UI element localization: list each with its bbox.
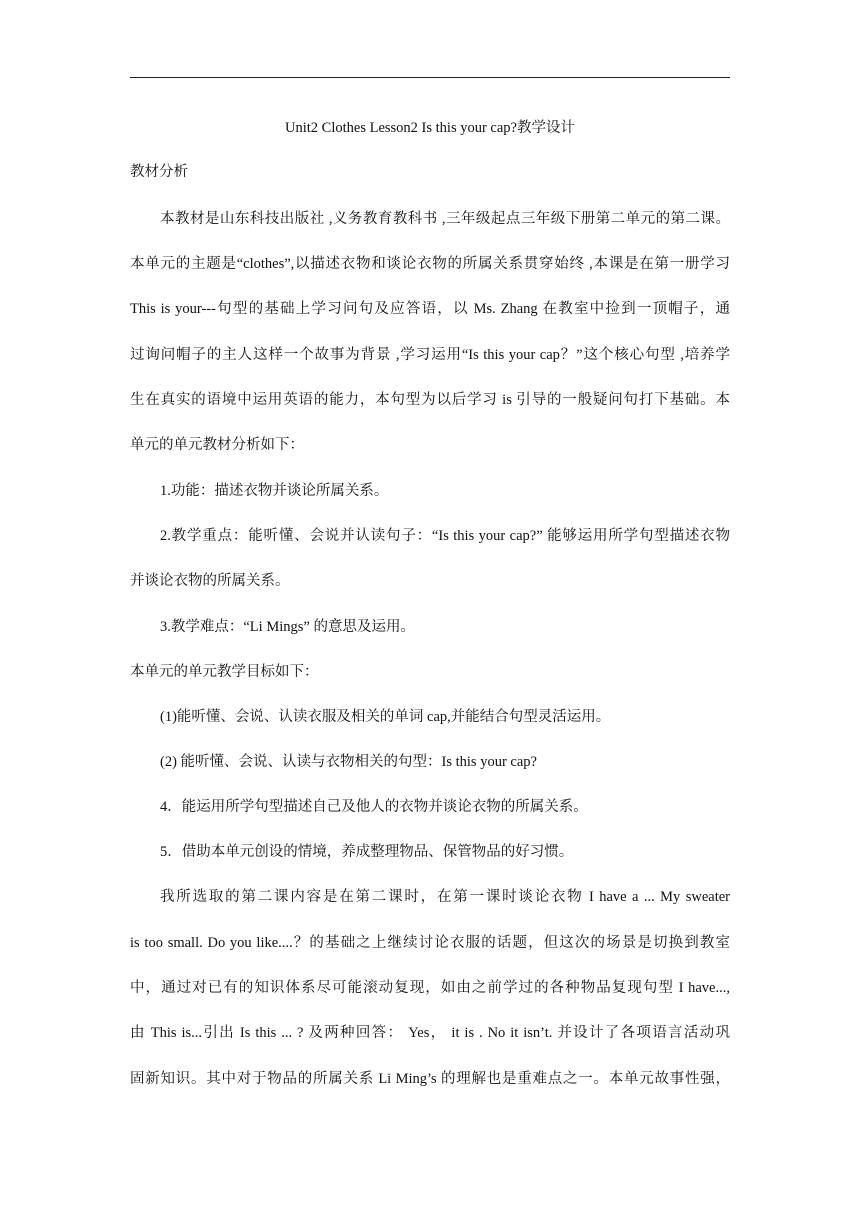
list-item: 2.教学重点：能听懂、会说并认读句子：“Is this your cap?” 能够运用所学句型描述衣物: [160, 528, 730, 544]
section-heading: 本单元的单元教学目标如下：: [130, 664, 319, 680]
paragraph-line: 本教材是山东科技出版社 ,义务教育教科书 ,三年级起点三年级下册第二单元的第二课。: [160, 211, 730, 227]
header-rule: [130, 77, 730, 78]
paragraph-line: 本单元的主题是“clothes”,以描述衣物和谈论衣物的所属关系贯穿始终 ,本课是在第一册学习: [130, 256, 730, 272]
paragraph-line: 单元的单元教材分析如下：: [130, 437, 304, 453]
list-item: 3.教学难点：“Li Mings” 的意思及运用。: [160, 619, 415, 635]
paragraph-line: 固新知识。其中对于物品的所属关系 Li Ming’s 的理解也是重难点之一。本单元故事性强，: [130, 1071, 730, 1087]
paragraph-line: 生在真实的语境中运用英语的能力，本句型为以后学习 is 引导的一般疑问句打下基础。本: [130, 392, 730, 408]
list-item-continuation: 并谈论衣物的所属关系。: [130, 573, 290, 589]
paragraph-line: 我所选取的第二课内容是在第二课时，在第一课时谈论衣物 I have a ... My sweater: [160, 889, 730, 905]
list-item: 4．能运用所学句型描述自己及他人的衣物并谈论衣物的所属关系。: [160, 799, 588, 815]
list-item: (2) 能听懂、会说、认读与衣物相关的句型：Is this your cap?: [160, 754, 537, 770]
paragraph-line: is too small. Do you like....？的基础之上继续讨论衣服的话题，但这次的场景是切换到教室: [130, 935, 730, 951]
paragraph-line: 中，通过对已有的知识体系尽可能滚动复现，如由之前学过的各种物品复现句型 I have...,: [130, 980, 730, 996]
list-item: 5．借助本单元创设的情境，养成整理物品、保管物品的好习惯。: [160, 844, 574, 860]
list-item: 1.功能：描述衣物并谈论所属关系。: [160, 483, 389, 499]
section-heading: 教材分析: [130, 164, 188, 180]
document-title: Unit2 Clothes Lesson2 Is this your cap?教学设计: [285, 120, 575, 136]
paragraph-line: 过询问帽子的主人这样一个故事为背景 ,学习运用“Is this your cap？”这个核心句型 ,培养学: [130, 347, 730, 363]
paragraph-line: This is your---句型的基础上学习问句及应答语，以 Ms. Zhang 在教室中捡到一顶帽子，通: [130, 301, 730, 317]
paragraph-line: 由 This is...引出 Is this ... ? 及两种回答： Yes， it is . No it isn’t. 并设计了各项语言活动巩: [130, 1025, 730, 1041]
list-item: (1)能听懂、会说、认读衣服及相关的单词 cap,并能结合句型灵活运用。: [160, 709, 611, 725]
